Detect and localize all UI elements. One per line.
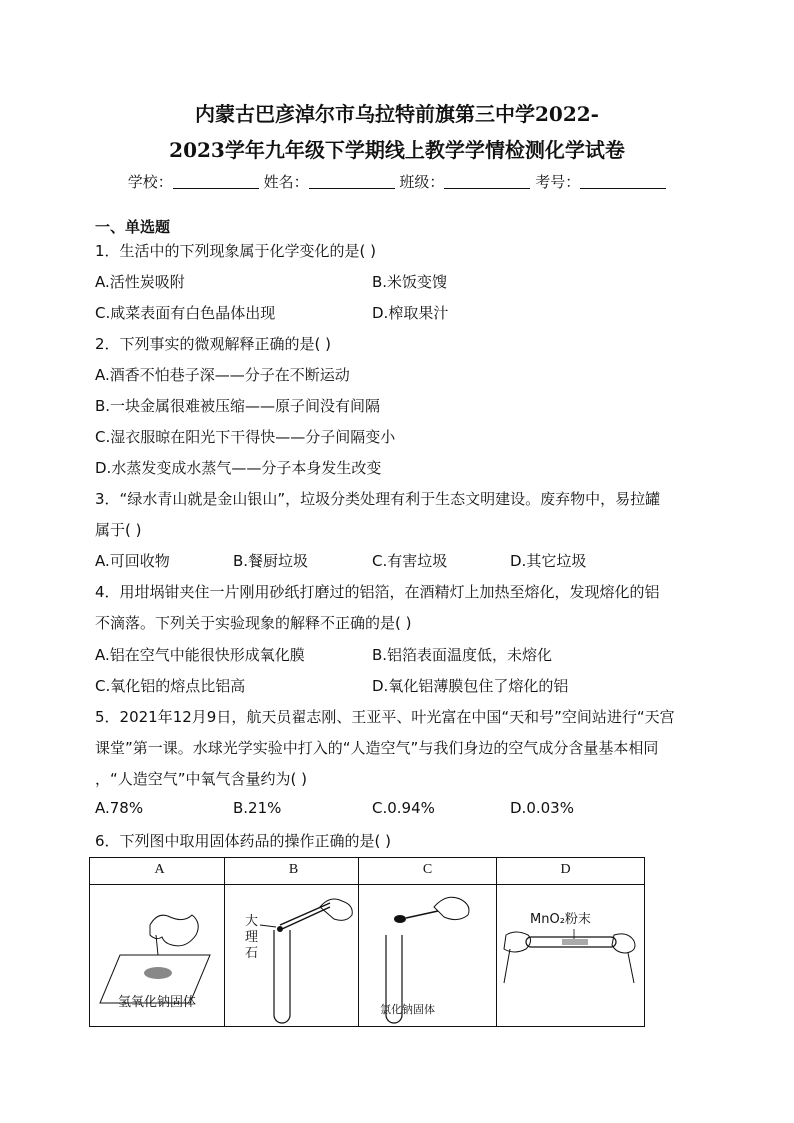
question-6-stem: 6．下列图中取用固体药品的操作正确的是( ) <box>95 832 392 850</box>
section-heading: 一、单选题 <box>95 218 171 236</box>
q2-option-b: B.一块金属很难被压缩——原子间没有间隔 <box>95 397 381 415</box>
q5-option-b: B.21% <box>233 799 282 817</box>
q4-option-d: D.氧化铝薄膜包住了熔化的铝 <box>372 677 569 695</box>
figure-b-label-2: 理 <box>245 930 259 945</box>
name-blank <box>309 174 395 189</box>
table-header-c: C <box>422 862 433 877</box>
name-label: 姓名： <box>263 173 309 191</box>
question-1-stem: 1．生活中的下列现象属于化学变化的是( ) <box>95 242 377 260</box>
q1-option-d: D.榨取果汁 <box>372 304 449 322</box>
table-header-a: A <box>154 862 165 877</box>
table-header-d: D <box>560 862 571 877</box>
q1-option-c: C.咸菜表面有白色晶体出现 <box>95 304 276 322</box>
figure-d-horizontal-tube <box>496 885 644 1027</box>
class-label: 班级： <box>399 173 445 191</box>
question-5-stem-2: 课堂”第一课。水球光学实验中打入的“人造空气”与我们身边的空气成分含量基本相同 <box>95 739 659 757</box>
q5-option-a: A.78% <box>95 799 144 817</box>
figure-d-label: MnO₂粉末 <box>530 912 591 927</box>
figure-a-label: 氢氧化钠固体 <box>118 995 197 1010</box>
school-blank <box>173 174 259 189</box>
question-3-stem-2: 属于( ) <box>95 521 142 539</box>
q2-option-c: C.湿衣服晾在阳光下干得快——分子间隔变小 <box>95 428 396 446</box>
q2-option-d: D.水蒸发变成水蒸气——分子本身发生改变 <box>95 459 382 477</box>
question-5-stem-3: ，“人造空气”中氧气含量约为( ) <box>95 770 308 788</box>
class-blank <box>444 174 530 189</box>
q3-option-c: C.有害垃圾 <box>372 552 448 570</box>
exam-number-blank <box>580 174 666 189</box>
q4-option-b: B.铝箔表面温度低，未熔化 <box>372 646 553 664</box>
figure-b-label-3: 石 <box>245 946 259 961</box>
school-label: 学校： <box>127 173 173 191</box>
figure-c-label: 氯化钠固体 <box>380 1003 435 1016</box>
student-info-row <box>0 171 794 192</box>
q5-option-d: D.0.03% <box>510 799 574 817</box>
question-5-stem-1: 5．2021年12月9日，航天员翟志刚、王亚平、叶光富在中国“天和号”空间站进行“天宫 <box>95 708 675 726</box>
q2-option-a: A.酒香不怕巷子深——分子在不断运动 <box>95 366 350 384</box>
q5-option-c: C.0.94% <box>372 799 435 817</box>
question-2-stem: 2．下列事实的微观解释正确的是( ) <box>95 335 332 353</box>
exam-number-label: 考号： <box>535 173 581 191</box>
q4-option-c: C.氧化铝的熔点比铝高 <box>95 677 246 695</box>
q6-figure-table <box>89 857 645 1027</box>
table-header-b: B <box>288 862 299 877</box>
q3-option-b: B.餐厨垃圾 <box>233 552 309 570</box>
q3-option-a: A.可回收物 <box>95 552 170 570</box>
q1-option-b: B.米饭变馊 <box>372 273 448 291</box>
q1-option-a: A.活性炭吸附 <box>95 273 185 291</box>
q4-option-a: A.铝在空气中能很快形成氧化膜 <box>95 646 305 664</box>
question-4-stem-2: 不滴落。下列关于实验现象的解释不正确的是( ) <box>95 614 412 632</box>
question-4-stem-1: 4．用坩埚钳夹住一片刚用砂纸打磨过的铝箔，在酒精灯上加热至熔化，发现熔化的铝 <box>95 583 660 601</box>
title-line-1: 内蒙古巴彦淖尔市乌拉特前旗第三中学2022- <box>195 102 599 126</box>
title-line-2: 2023学年九年级下学期线上教学学情检测化学试卷 <box>169 138 625 162</box>
q3-option-d: D.其它垃圾 <box>510 552 587 570</box>
question-3-stem-1: 3．“绿水青山就是金山银山”，垃圾分类处理有利于生态文明建设。废弃物中，易拉罐 <box>95 490 661 508</box>
figure-b-label-1: 大 <box>245 914 259 929</box>
